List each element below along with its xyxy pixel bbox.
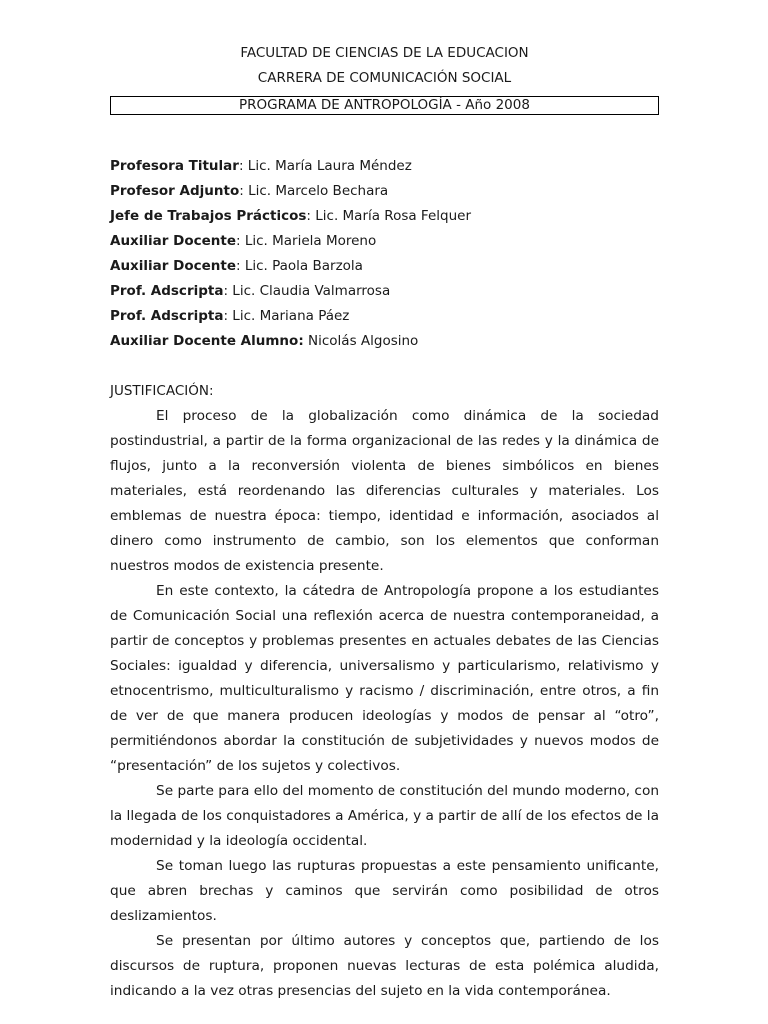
- staff-role: Auxiliar Docente: [110, 233, 236, 249]
- justification-paragraph: Se presentan por último autores y conceptos que, partiendo de los discursos de ruptura, proponen nuevas lecturas de esta polémica aludida, indicando a la vez otras presencias del sujeto en la vida contemporánea.: [110, 933, 659, 999]
- career-heading: CARRERA DE COMUNICACIÓN SOCIAL: [257, 70, 512, 86]
- staff-row: [110, 179, 659, 204]
- justification-paragraph: Se toman luego las rupturas propuestas a este pensamiento unificante, que abren brechas y caminos que servirán como posibilidad de otros deslizamientos.: [110, 858, 659, 924]
- staff-separator: :: [239, 183, 244, 199]
- staff-separator: :: [238, 158, 244, 174]
- staff-person: Lic. María Laura Méndez: [243, 158, 412, 174]
- staff-role: Profesora Titular: [110, 158, 239, 174]
- staff-row: [110, 254, 659, 279]
- staff-row: [110, 304, 659, 329]
- staff-person: Lic. Paola Barzola: [240, 258, 363, 274]
- staff-separator: :: [306, 208, 311, 224]
- staff-role: Prof. Adscripta: [110, 283, 224, 299]
- faculty-heading: FACULTAD DE CIENCIAS DE LA EDUCACION: [240, 45, 529, 61]
- staff-row: [110, 329, 659, 354]
- staff-separator: :: [235, 233, 241, 249]
- justification-paragraph: En este contexto, la cátedra de Antropología propone a los estudiantes de Comunicación Social una reflexión acerca de nuestra contemporaneidad, a partir de conceptos y problemas presentes en actuales debates de las Ciencias Sociales: igualdad y diferencia, universalismo y particularismo, relativismo y etnocentrismo, multiculturalismo y racismo / discriminación, entre otros, a fin de ver de que manera producen ideologías y modos de pensar al “otro”, permitiéndonos abordar la constitución de subjetividades y nuevos modos de “presentación” de los sujetos y colectivos.: [110, 583, 659, 774]
- justification-heading: JUSTIFICACIÓN:: [110, 383, 214, 399]
- staff-role: Jefe de Trabajos Prácticos: [110, 208, 307, 224]
- staff-person: Lic. Marcelo Bechara: [243, 183, 389, 199]
- staff-row: [110, 204, 659, 229]
- justification-paragraph: El proceso de la globalización como dinámica de la sociedad postindustrial, a partir de la forma organizacional de las redes y la dinámica de flujos, junto a la reconversión violenta de bienes simbólicos en bienes materiales, está reordenando las diferencias culturales y materiales. Los emblemas de nuestra época: tiempo, identidad e información, asociados al dinero como instrumento de cambio, son los elementos que conforman nuestros modos de existencia presente.: [110, 408, 659, 574]
- staff-list: [110, 154, 659, 354]
- staff-role: Profesor Adjunto: [110, 183, 240, 199]
- staff-separator: :: [223, 308, 229, 324]
- staff-role: Prof. Adscripta: [110, 308, 224, 324]
- staff-person: Lic. Claudia Valmarrosa: [228, 283, 391, 299]
- staff-person: Nicolás Algosino: [303, 333, 419, 349]
- staff-role: Auxiliar Docente Alumno:: [110, 333, 304, 349]
- staff-separator: :: [235, 258, 241, 274]
- staff-separator: :: [223, 283, 229, 299]
- document-page: [110, 0, 659, 1004]
- staff-role: Auxiliar Docente: [110, 258, 236, 274]
- staff-row: [110, 279, 659, 304]
- program-title-box: PROGRAMA DE ANTROPOLOGÍA - Año 2008: [110, 96, 659, 115]
- staff-person: Lic. Mariela Moreno: [240, 233, 377, 249]
- staff-person: Lic. Mariana Páez: [228, 308, 350, 324]
- justification-paragraph: Se parte para ello del momento de constitución del mundo moderno, con la llegada de los conquistadores a América, y a partir de allí de los efectos de la modernidad y la ideología occidental.: [110, 783, 659, 849]
- staff-row: [110, 229, 659, 254]
- staff-person: Lic. María Rosa Felquer: [310, 208, 472, 224]
- staff-row: [110, 154, 659, 179]
